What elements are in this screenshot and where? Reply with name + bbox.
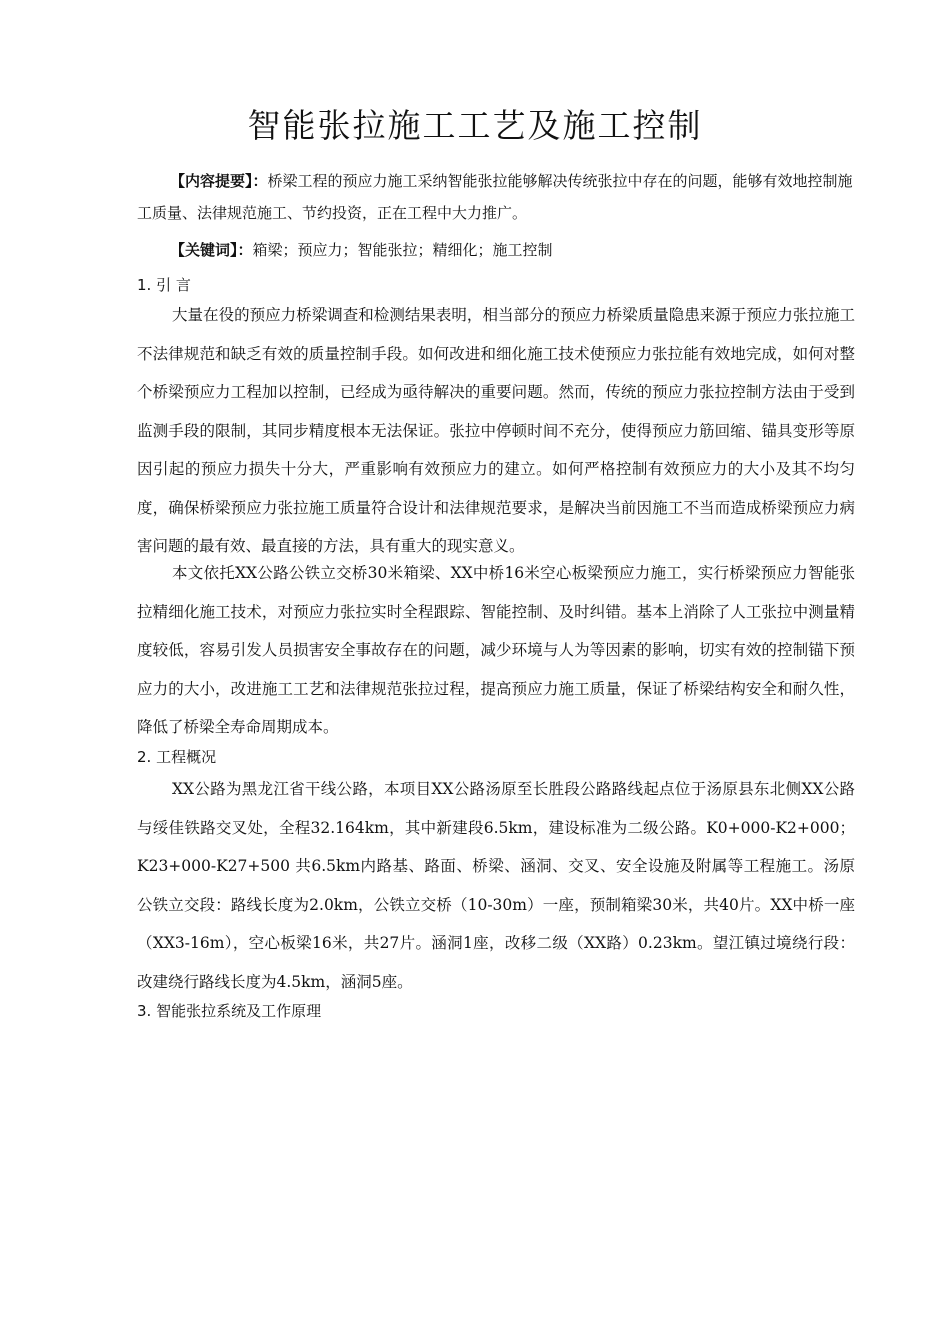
keywords-label: 【关键词】： <box>170 241 253 259</box>
section-2-heading: 2. 工程概况 <box>137 748 217 766</box>
section-2-paragraph-1: XX公路为黑龙江省干线公路，本项目XX公路汤原至长胜段公路路线起点位于汤原县东北侧XX公路与绥佳铁路交叉处，全程32.164km，其中新建段6.5km，建设标准为二级公路。K0+000-K2+000；K23+000-K27+500 共6.5km内路基、路面、桥梁、涵洞、交叉、安全设施及附属等工程施工。汤原公铁立交段：路线长度为2.0km，公铁立交桥（10-30m）一座，预制箱梁30米，共40片。XX中桥一座（XX3-16m），空心板梁16米，共27片。涵洞1座，改移二级（XX路）0.23km。望江镇过境绕行段：改建绕行路线长度为4.5km，涵洞5座。 <box>137 780 855 991</box>
section-3-heading: 3. 智能张拉系统及工作原理 <box>137 1002 322 1020</box>
abstract-label: 【内容提要】： <box>170 172 268 190</box>
section-1-paragraph-1: 大量在役的预应力桥梁调查和检测结果表明，相当部分的预应力桥梁质量隐患来源于预应力张拉施工不法律规范和缺乏有效的质量控制手段。如何改进和细化施工技术使预应力张拉能有效地完成，如何对整个桥梁预应力工程加以控制，已经成为亟待解决的重要问题。然而，传统的预应力张拉控制方法由于受到监测手段的限制，其同步精度根本无法保证。张拉中停顿时间不充分，使得预应力筋回缩、锚具变形等原因引起的预应力损失十分大，严重影响有效预应力的建立。如何严格控制有效预应力的大小及其不均匀度，确保桥梁预应力张拉施工质量符合设计和法律规范要求，是解决当前因施工不当而造成桥梁预应力病害问题的最有效、最直接的方法，具有重大的现实意义。 <box>137 306 855 555</box>
section-1-paragraph-2: 本文依托XX公路公铁立交桥30米箱梁、XX中桥16米空心板梁预应力施工，实行桥梁预应力智能张拉精细化施工技术，对预应力张拉实时全程跟踪、智能控制、及时纠错。基本上消除了人工张拉中测量精度较低，容易引发人员损害安全事故存在的问题，减少环境与人为等因素的影响，切实有效的控制锚下预应力的大小，改进施工工艺和法律规范张拉过程，提高预应力施工质量，保证了桥梁结构安全和耐久性，降低了桥梁全寿命周期成本。 <box>137 564 855 736</box>
section-1-heading: 1. 引 言 <box>137 276 191 294</box>
keywords <box>137 234 855 266</box>
document-title: 智能张拉施工工艺及施工控制 <box>247 106 703 145</box>
abstract <box>137 165 855 229</box>
abstract-text: 桥梁工程的预应力施工采纳智能张拉能够解决传统张拉中存在的问题，能够有效地控制施工质量、法律规范施工、节约投资，正在工程中大力推广。 <box>137 172 853 222</box>
keywords-text: 箱梁；预应力；智能张拉；精细化；施工控制 <box>252 241 553 259</box>
